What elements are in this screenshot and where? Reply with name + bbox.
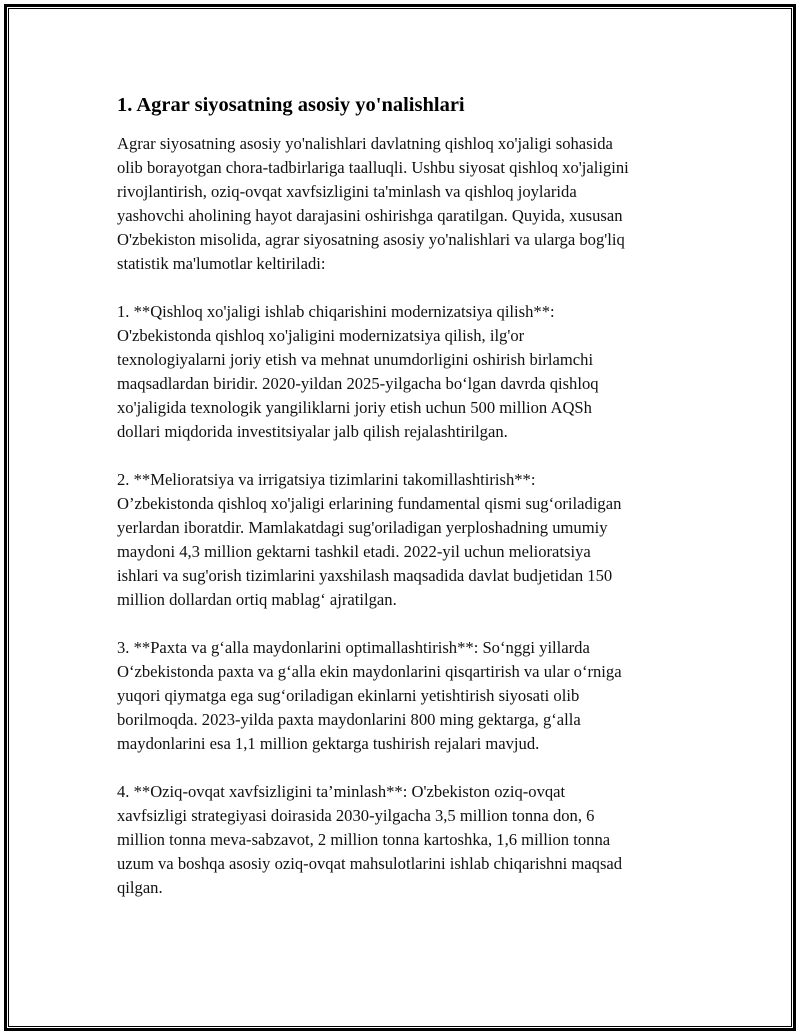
- paragraph-line: million dollardan ortiq mablag‘ ajratilgan.: [117, 590, 397, 609]
- paragraph-line: 4. **Oziq-ovqat xavfsizligini ta’minlash**: O'zbekiston oziq-ovqat: [117, 782, 566, 801]
- paragraph-line: dollari miqdorida investitsiyalar jalb qilish rejalashtirilgan.: [117, 422, 508, 441]
- document-body: [117, 92, 697, 924]
- list-item-irrigation: [117, 468, 697, 612]
- paragraph-line: O'zbekistonda qishloq xo'jaligini modernizatsiya qilish, ilg'or: [117, 326, 525, 345]
- paragraph-line: xo'jaligida texnologik yangiliklarni joriy etish uchun 500 million AQSh: [117, 398, 592, 417]
- paragraph-line: uzum va boshqa asosiy oziq-ovqat mahsulotlarini ishlab chiqarishni maqsad: [117, 854, 623, 873]
- paragraph-line: olib borayotgan chora-tadbirlariga taalluqli. Ushbu siyosat qishloq xo'jaligini: [117, 158, 629, 177]
- paragraph-line: Agrar siyosatning asosiy yo'nalishlari davlatning qishloq xo'jaligi sohasida: [117, 134, 613, 153]
- list-item-crop-optimization: [117, 636, 697, 756]
- paragraph-line: 3. **Paxta va g‘alla maydonlarini optimallashtirish**: So‘nggi yillarda: [117, 638, 590, 657]
- paragraph-line: borilmoqda. 2023-yilda paxta maydonlarini 800 ming gektarga, g‘alla: [117, 710, 581, 729]
- paragraph-line: yuqori qiymatga ega sug‘oriladigan ekinlarni yetishtirish siyosati olib: [117, 686, 580, 705]
- paragraph-line: O'zbekiston misolida, agrar siyosatning asosiy yo'nalishlari va ularga bog'liq: [117, 230, 625, 249]
- section-heading: 1. Agrar siyosatning asosiy yo'nalishlari: [117, 94, 465, 116]
- list-item-food-security: [117, 780, 697, 900]
- paragraph-line: 2. **Melioratsiya va irrigatsiya tizimlarini takomillashtirish**:: [117, 470, 536, 489]
- paragraph-line: O‘zbekistonda paxta va g‘alla ekin maydonlarini qisqartirish va ular o‘rniga: [117, 662, 622, 681]
- paragraph-line: maydonlarini esa 1,1 million gektarga tushirish rejalari mavjud.: [117, 734, 540, 753]
- paragraph-line: maydoni 4,3 million gektarni tashkil etadi. 2022-yil uchun melioratsiya: [117, 542, 591, 561]
- paragraph-line: ishlari va sug'orish tizimlarini yaxshilash maqsadida davlat budjetidan 150: [117, 566, 613, 585]
- paragraph-line: million tonna meva-sabzavot, 2 million tonna kartoshka, 1,6 million tonna: [117, 830, 611, 849]
- paragraph-line: rivojlantirish, oziq-ovqat xavfsizligini ta'minlash va qishloq joylarida: [117, 182, 577, 201]
- paragraph-line: statistik ma'lumotlar keltiriladi:: [117, 254, 326, 273]
- paragraph-line: yerlardan iboratdir. Mamlakatdagi sug'oriladigan yerploshadning umumiy: [117, 518, 608, 537]
- paragraph-line: texnologiyalarni joriy etish va mehnat unumdorligini oshirish birlamchi: [117, 350, 594, 369]
- paragraph-line: 1. **Qishloq xo'jaligi ishlab chiqarishini modernizatsiya qilish**:: [117, 302, 555, 321]
- list-item-modernization: [117, 300, 697, 444]
- paragraph-line: xavfsizligi strategiyasi doirasida 2030-yilgacha 3,5 million tonna don, 6: [117, 806, 595, 825]
- paragraph-line: yashovchi aholining hayot darajasini oshirishga qaratilgan. Quyida, xususan: [117, 206, 623, 225]
- intro-paragraph: [117, 132, 697, 276]
- paragraph-line: O’zbekistonda qishloq xo'jaligi erlarining fundamental qismi sug‘oriladigan: [117, 494, 622, 513]
- paragraph-line: qilgan.: [117, 878, 163, 897]
- paragraph-line: maqsadlardan biridir. 2020-yildan 2025-yilgacha bo‘lgan davrda qishloq: [117, 374, 599, 393]
